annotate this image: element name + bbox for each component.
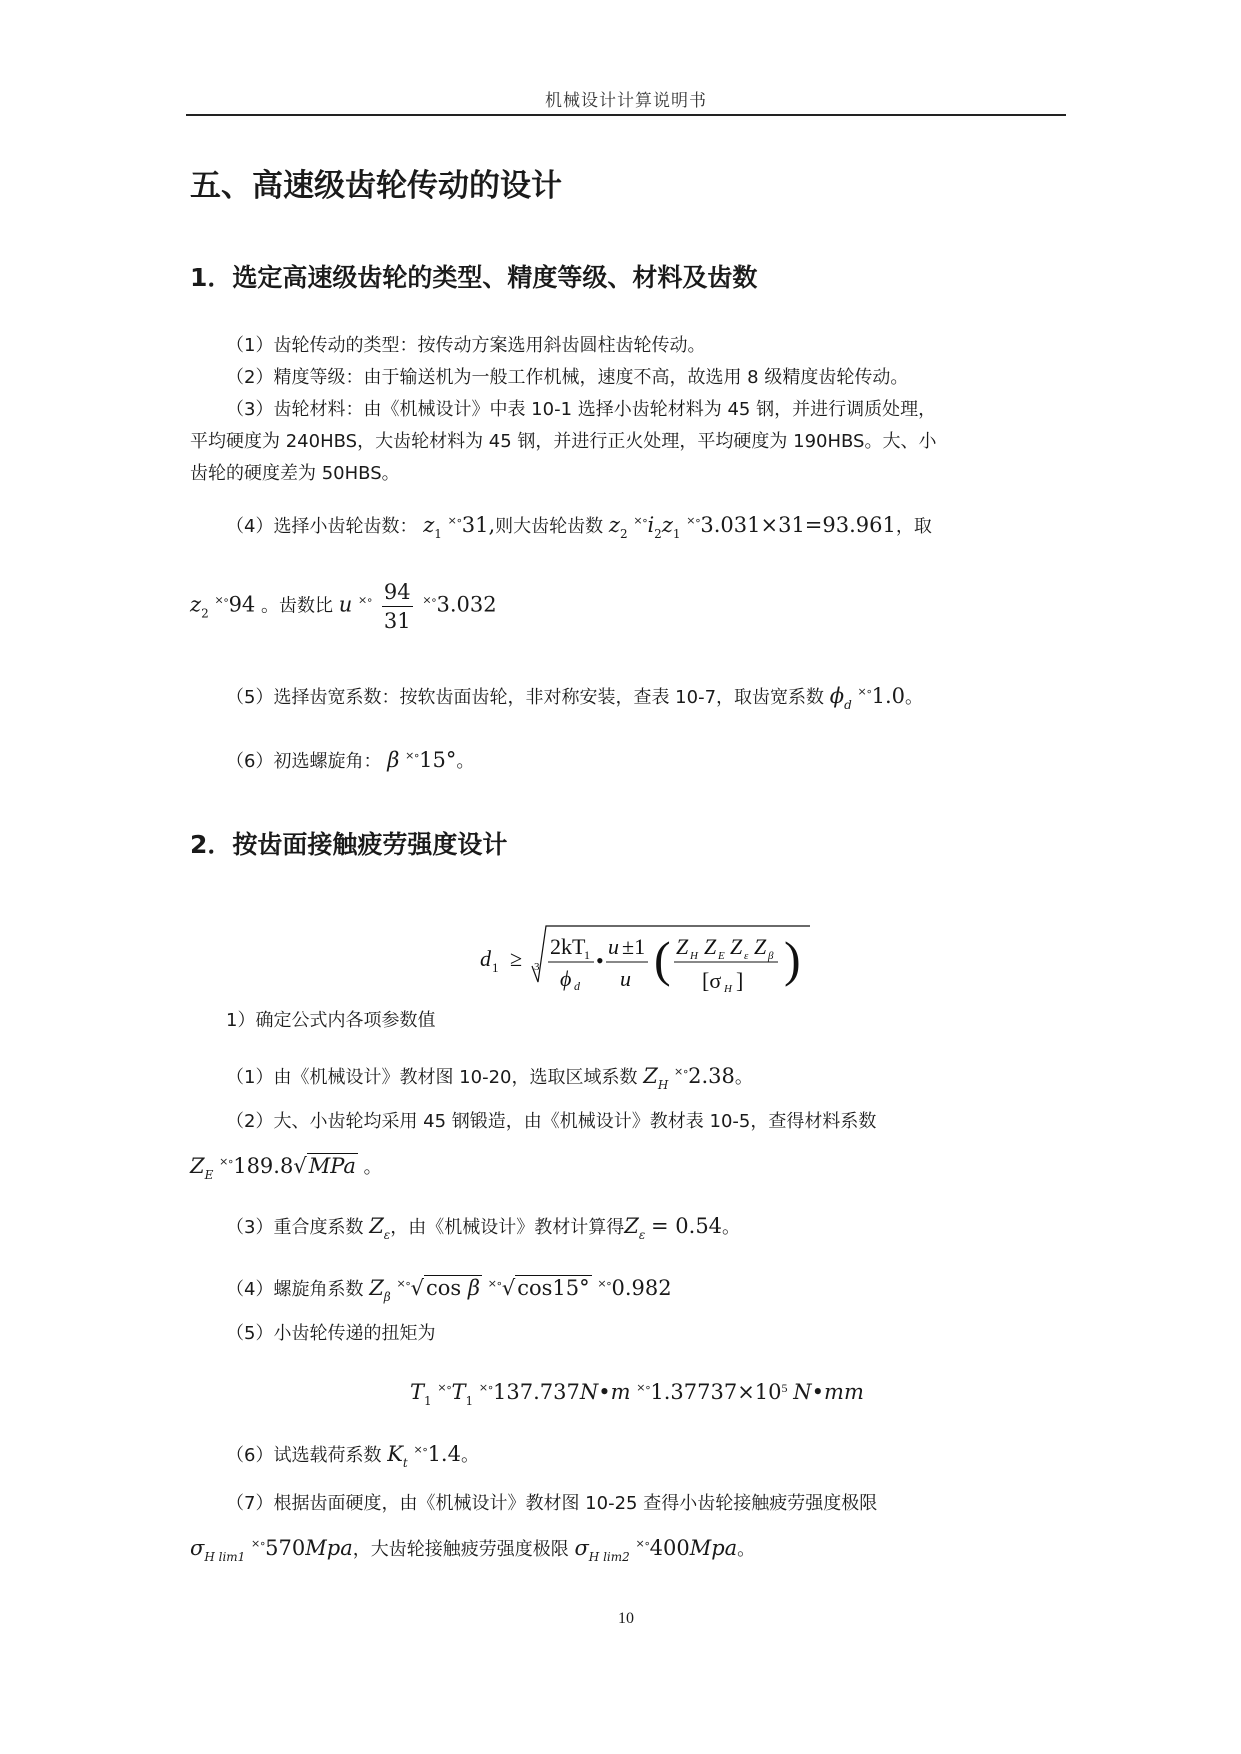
- section-title: 五、高速级齿轮传动的设计: [190, 168, 562, 204]
- svg-text:Z: Z: [704, 934, 717, 959]
- item-helix-angle: （6）初选螺旋角： β ×∘15°。: [226, 748, 475, 772]
- item-material-line2: 平均硬度为 240HBS，大齿轮材料为 45 钢，并进行正火处理，平均硬度为 190HBS。大、小: [190, 431, 937, 452]
- svg-text:u: u: [608, 934, 619, 959]
- torque-equation: $T_1$ $^{\times\circ}T_1$ ×∘137.737N•m $^{\times\circ}1.37737\times 10^5$ N•mm: [410, 1380, 864, 1408]
- item-load-factor: （6）试选载荷系数 $K_t$ ×∘1.4。: [226, 1442, 479, 1470]
- step-1-label: 1）确定公式内各项参数值: [226, 1010, 436, 1031]
- svg-text:β: β: [768, 950, 774, 962]
- item-teeth-number: （4）选择小齿轮齿数： $z_1$ ×∘31,则大齿轮齿数 $z_2$ $^{\times\circ}i_2z_1$ ×∘3.031×31=93.961，取: [226, 513, 932, 541]
- svg-text:]: ]: [736, 968, 744, 993]
- item-material-line3: 齿轮的硬度差为 50HBS。: [190, 463, 400, 484]
- svg-text:±1: ±1: [622, 934, 646, 959]
- item-material-factor: （2）大、小齿轮均采用 45 钢锻造，由《机械设计》教材表 10-5，查得材料系数 $Z_E$ ×∘189.8√MPa 。: [190, 1111, 877, 1182]
- header-rule: [186, 114, 1066, 116]
- svg-text:ϕ: ϕ: [560, 966, 572, 991]
- svg-text:2kT: 2kT: [550, 934, 586, 959]
- svg-text:): ): [784, 931, 801, 987]
- svg-text:(: (: [654, 931, 671, 987]
- item-gear-type: （1）齿轮传动的类型：按传动方案选用斜齿圆柱齿轮传动。: [226, 335, 706, 356]
- ratio-fraction: $\frac{94}{31}$: [383, 580, 411, 633]
- running-header: 机械设计计算说明书: [545, 91, 707, 111]
- contact-strength-formula: [480, 920, 820, 1000]
- svg-text:1: 1: [492, 960, 499, 975]
- svg-text:3: 3: [534, 961, 540, 973]
- paragraph-block-1: [190, 330, 1065, 490]
- item-helix-factor: （4）螺旋角系数 $Z_\beta$ ×∘√cos β ×∘√cos15° ×∘0.982: [226, 1276, 672, 1304]
- item-face-width: （5）选择齿宽系数：按软齿面齿轮，非对称安装，查表 10-7，取齿宽系数 $\phi_d$ ×∘1.0。: [226, 684, 924, 712]
- svg-text:ε: ε: [744, 950, 749, 962]
- svg-text:Z: Z: [730, 934, 743, 959]
- item-material-line1: （3）齿轮材料：由《机械设计》中表 10-1 选择小齿轮材料为 45 钢，并进行调质处理，: [226, 399, 937, 420]
- subsection-1-title: 1．选定高速级齿轮的类型、精度等级、材料及齿数: [190, 263, 758, 292]
- svg-text:u: u: [620, 966, 631, 991]
- item-teeth-ratio: $z_2$ ×∘94 。齿数比 u ×∘ $\frac{94}{31}$ ×∘3.032: [190, 580, 497, 633]
- svg-text:1: 1: [584, 948, 590, 962]
- svg-text:[σ: [σ: [702, 968, 722, 993]
- svg-text:d: d: [574, 979, 580, 993]
- svg-text:Z: Z: [754, 934, 767, 959]
- svg-text:≥: ≥: [510, 946, 523, 971]
- item-contact-ratio-factor: （3）重合度系数 $Z_\varepsilon$，由《机械设计》教材计算得$Z_\varepsilon = 0.54$。: [226, 1214, 741, 1242]
- item-precision: （2）精度等级：由于输送机为一般工作机械，速度不高，故选用 8 级精度齿轮传动。: [226, 367, 909, 388]
- svg-text:H: H: [690, 950, 698, 962]
- item-contact-limit: （7）根据齿面硬度，由《机械设计》教材图 10-25 查得小齿轮接触疲劳强度极限 $\sigma_{H lim1}$ ×∘570Mpa，大齿轮接触疲劳强度极限 $\sigma_{H lim2}$ ×∘400Mpa。: [190, 1493, 878, 1564]
- svg-text:d: d: [480, 946, 491, 971]
- svg-text:E: E: [718, 950, 725, 962]
- svg-text:•: •: [596, 948, 604, 973]
- page-number: 10: [618, 1610, 634, 1627]
- item-torque-label: （5）小齿轮传递的扭矩为: [226, 1323, 436, 1344]
- formula-graphic: [480, 920, 820, 1000]
- subsection-2-title: 2．按齿面接触疲劳强度设计: [190, 830, 508, 859]
- svg-text:H: H: [724, 983, 732, 995]
- item-zone-factor: （1）由《机械设计》教材图 10-20，选取区域系数 $Z_H$ ×∘2.38。: [226, 1064, 753, 1092]
- svg-text:Z: Z: [676, 934, 689, 959]
